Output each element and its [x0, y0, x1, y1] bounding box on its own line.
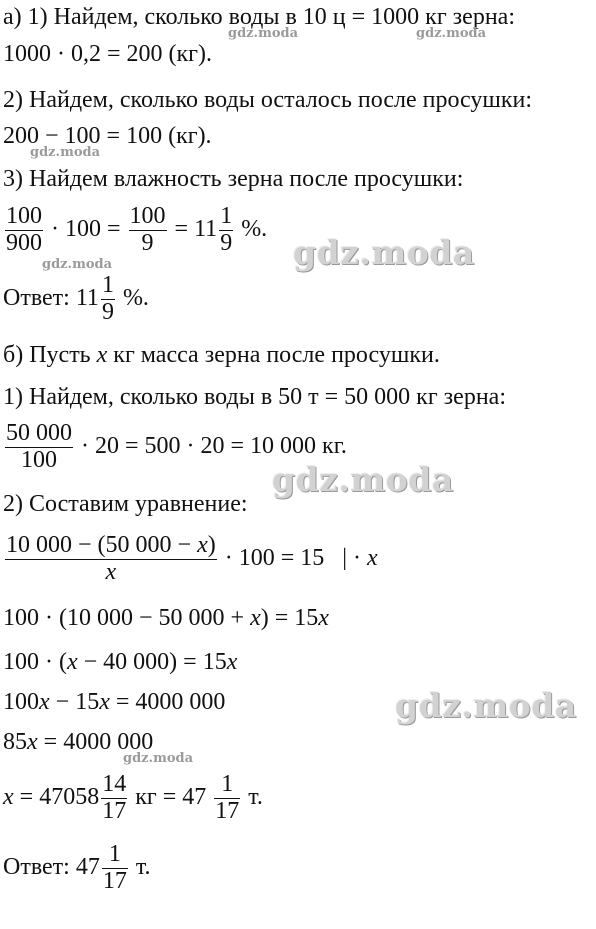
fraction: $\frac{14}{17}$ [102, 771, 127, 824]
watermark-large: gdz.moda [293, 233, 475, 272]
watermark-small: gdz.moda [42, 257, 113, 272]
fraction: $\frac{100}{9}$ [129, 203, 166, 256]
fraction: $\frac{1}{9}$ [220, 203, 233, 256]
part-a-calc3: $\frac{100}{900}$ · 100 = $\frac{100}{9}$ = 11 $\frac{1}{9}$ %. [6, 203, 268, 256]
fraction: $\frac{100}{900}$ [6, 203, 42, 256]
part-b-line-combine: 85x = 4000 000 [3, 729, 154, 755]
part-a-step1: а) 1) Найдем, сколько воды в 10 ц = 1000 кг зерна: [3, 4, 515, 30]
part-b-line-solution: x = 47058 $\frac{14}{17}$ кг = 47 $\frac{1}{17}$ т. [3, 771, 263, 824]
part-a-step2: 2) Найдем, сколько воды осталось после просушки: [3, 87, 533, 113]
fraction: $\frac{1}{9}$ [101, 272, 114, 325]
part-b-step1: 1) Найдем, сколько воды в 50 т = 50 000 кг зерна: [3, 384, 506, 410]
watermark-large: gdz.moda [272, 460, 454, 499]
part-b-intro: б) Пусть x кг масса зерна после просушки. [3, 342, 440, 368]
part-b-answer: Ответ: 47 $\frac{1}{17}$ т. [3, 841, 151, 894]
fraction: $\frac{10 000 - (50 000 - x)}{x}$ [6, 532, 216, 585]
part-b-calc1: $\frac{50 000}{100}$ · 20 = 500 · 20 = 10 000 кг. [6, 420, 347, 473]
part-a-calc2: 200 − 100 = 100 (кг). [3, 123, 212, 149]
part-b-line-collect: 100x − 15x = 4000 000 [3, 689, 226, 715]
fraction: $\frac{1}{17}$ [215, 771, 240, 824]
fraction: $\frac{1}{17}$ [102, 841, 127, 894]
watermark-large: gdz.moda [395, 686, 577, 725]
part-a-step3: 3) Найдем влажность зерна после просушки: [3, 166, 464, 192]
watermark-small: gdz.moda [123, 751, 194, 766]
part-b-step2: 2) Составим уравнение: [3, 491, 248, 517]
watermark-small: gdz.moda [30, 145, 101, 160]
part-a-answer: Ответ: 11 $\frac{1}{9}$ %. [3, 272, 149, 325]
fraction: $\frac{50 000}{100}$ [6, 420, 72, 473]
part-a-calc1: 1000 · 0,2 = 200 (кг). [3, 41, 213, 67]
part-b-line-simplify: 100 · (x − 40 000) = 15x [3, 649, 238, 675]
part-b-equation: $\frac{10 000 - (50 000 - x)}{x}$ · 100 = 15 | · x [6, 532, 378, 585]
watermark-small: gdz.moda [228, 26, 299, 41]
part-b-line-expand: 100 · (10 000 − 50 000 + x) = 15x [3, 605, 329, 631]
watermark-small: gdz.moda [416, 26, 487, 41]
